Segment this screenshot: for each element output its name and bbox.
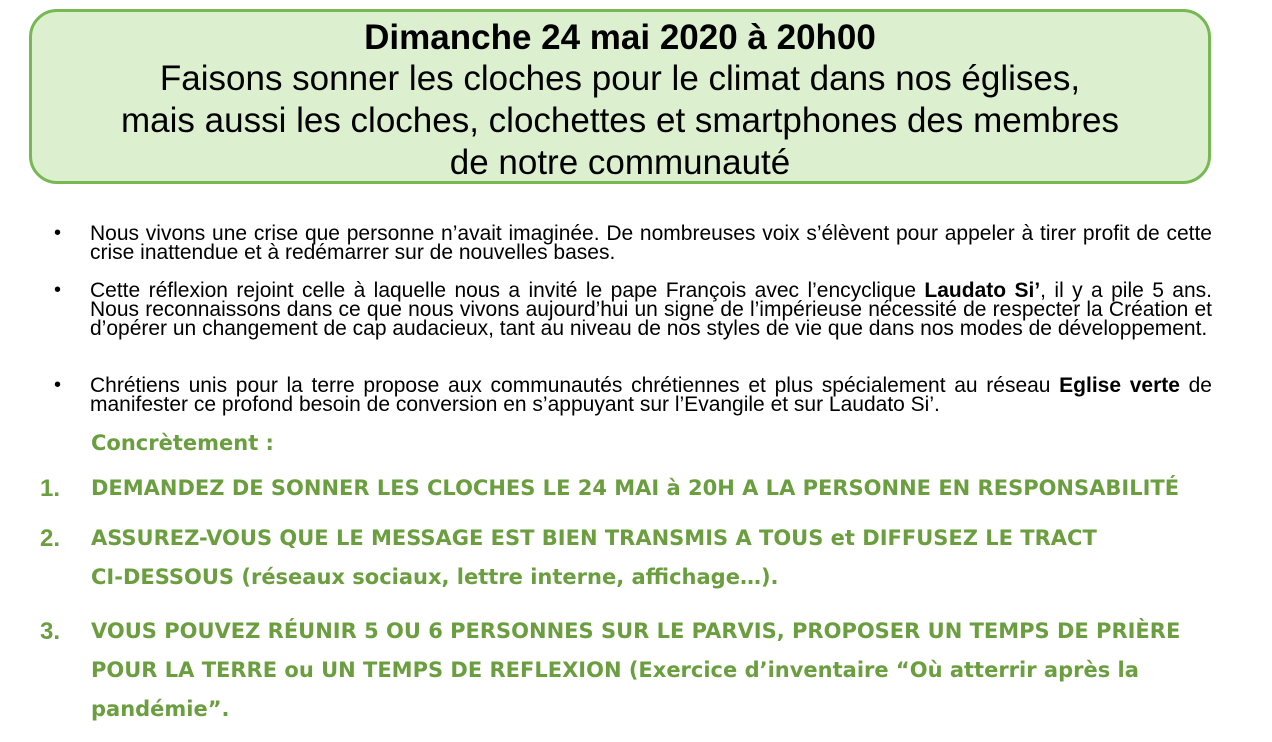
step-2-number: 2.: [40, 525, 61, 552]
bullet-3-text-end: de manifester ce profond besoin de conversion en s’appuyant sur l’Evangile et sur Laudato Si’.: [90, 374, 1212, 416]
bullet-item-1: [90, 224, 1212, 262]
title-box: [29, 9, 1211, 184]
step-1-number: 1.: [40, 475, 61, 502]
bullet-icon: •: [54, 222, 62, 244]
bullet-1-text: Nous vivons une crise que personne n’avait imaginée. De nombreuses voix s’élèvent pour appeler à tirer profit de cette crise inattendue et à redémarrer sur de nouvelles bases.: [90, 222, 1212, 264]
step-1-text: [91, 469, 1241, 508]
event-date-heading: Dimanche 24 mai 2020 à 20h00: [364, 18, 876, 57]
headline-line-1: Faisons sonner les cloches pour le climat dans nos églises,: [159, 59, 1081, 98]
step-2-line-2: CI-DESSOUS (réseaux sociaux, lettre interne, affichage…).: [91, 565, 779, 589]
bullet-2-emphasis: Laudato Si’: [924, 279, 1041, 302]
step-2-line-1: ASSUREZ-VOUS QUE LE MESSAGE EST BIEN TRANSMIS A TOUS et DIFFUSEZ LE TRACT: [91, 526, 1097, 550]
step-2-text: [91, 519, 1241, 597]
bullet-2-text-end: , il y a pile 5 ans. Nous reconnaissons dans ce que nous vivons aujourd’hui un signe de l’impérieuse nécessité de respecter la Création et d’opérer un changement de cap audacieux, tant au niveau de nos styles de vie que dans nos modes de développement.: [90, 279, 1212, 340]
bullet-icon: •: [54, 279, 62, 301]
bullet-3-text-start: Chrétiens unis pour la terre propose aux communautés chrétiennes et plus spécialement au réseau: [90, 374, 1060, 397]
headline-line-2: mais aussi les cloches, clochettes et smartphones des membres: [121, 101, 1119, 140]
headline-line-3: de notre communauté: [449, 143, 791, 182]
bullet-2-text-start: Cette réflexion rejoint celle à laquelle nous a invité le pape François avec l’encyclique: [90, 279, 925, 302]
bullet-icon: •: [54, 374, 62, 396]
bullet-3-emphasis: Eglise verte: [1059, 374, 1180, 397]
concretement-heading: Concrètement :: [91, 431, 274, 455]
step-3-line-2: POUR LA TERRE ou UN TEMPS DE REFLEXION (Exercice d’inventaire “Où atterrir après la: [91, 658, 1139, 682]
bullet-item-3: [90, 376, 1212, 414]
step-3-line-3: pandémie”.: [91, 697, 230, 721]
step-3-line-1: VOUS POUVEZ RÉUNIR 5 OU 6 PERSONNES SUR LE PARVIS, PROPOSER UN TEMPS DE PRIÈRE: [91, 619, 1181, 643]
step-3-text: [91, 612, 1241, 729]
step-1-line-1: DEMANDEZ DE SONNER LES CLOCHES LE 24 MAI à 20H A LA PERSONNE EN RESPONSABILITÉ: [91, 476, 1180, 500]
step-3-number: 3.: [40, 618, 61, 645]
bullet-item-2: [90, 281, 1212, 338]
